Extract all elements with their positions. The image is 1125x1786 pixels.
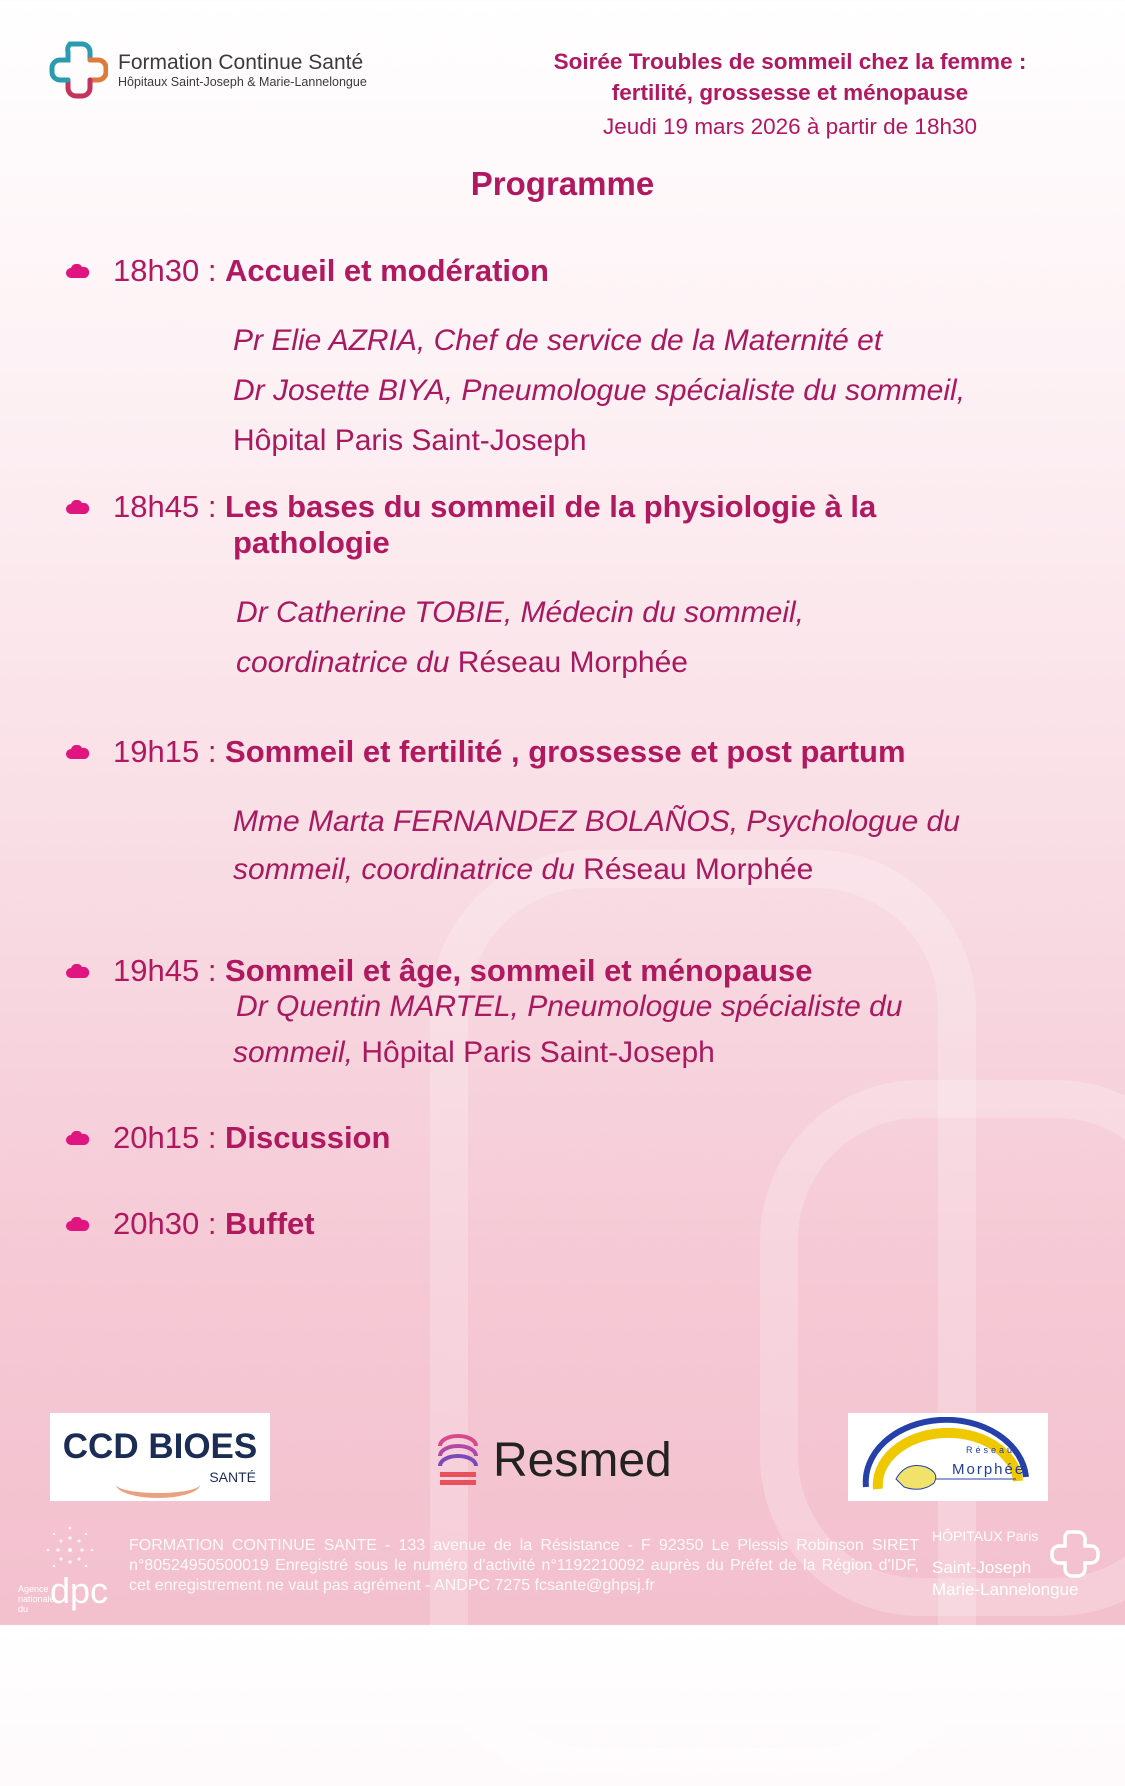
cloud-bullet-icon bbox=[66, 964, 90, 978]
resmed-waves-icon bbox=[437, 1434, 479, 1486]
agenda-time: 19h15 : bbox=[113, 734, 226, 769]
cloud-bullet-icon bbox=[66, 745, 90, 759]
event-title-line2: fertilité, grossesse et ménopause bbox=[611, 80, 969, 105]
resmed-name: Resmed bbox=[493, 1433, 672, 1487]
agenda-topic-continued: pathologie bbox=[233, 525, 390, 560]
morphee-reseau: Réseau bbox=[966, 1445, 1016, 1455]
speaker-text: Mme Marta FERNANDEZ BOLAÑOS, Psychologue du bbox=[233, 805, 960, 838]
hospital-logo bbox=[930, 1528, 1115, 1618]
cloud-bullet-icon bbox=[66, 264, 90, 278]
morphee-name: Morphée bbox=[952, 1461, 1026, 1478]
formation-logo bbox=[48, 40, 367, 100]
org-subtitle: Hôpitaux Saint-Joseph & Marie-Lannelongue bbox=[118, 74, 367, 89]
agenda-topic: Sommeil et fertilité , grossesse et post partum bbox=[225, 734, 906, 769]
resmed-logo bbox=[437, 1430, 692, 1490]
agenda-topic: Buffet bbox=[225, 1206, 315, 1241]
speaker-affiliation: Hôpital Paris Saint-Joseph bbox=[361, 1036, 715, 1069]
speaker-affiliation: Réseau Morphée bbox=[457, 646, 688, 679]
agenda-time: 20h15 : bbox=[113, 1120, 226, 1155]
footer-legal-text: FORMATION CONTINUE SANTE - 133 avenue de la Résistance - F 92350 Le Plessis Robinson SIRET n°80524950500019 Enregistré sous le numéro d'activité n°1192210092 auprès du Préfet de la Région d'IDF, cet enregistrement ne vaut pas agrément - ANDPC 7275 fcsante@ghpsj.fr bbox=[129, 1537, 919, 1594]
ccd-bioes-logo bbox=[50, 1413, 270, 1501]
agenda-time: 19h45 : bbox=[113, 953, 226, 988]
hospital-label: HÔPITAUX Paris bbox=[932, 1528, 1039, 1544]
event-title-line1: Soirée Troubles de sommeil chez la femme : bbox=[553, 49, 1027, 74]
speaker-text: Dr Quentin MARTEL, Pneumologue spécialiste du bbox=[236, 990, 903, 1023]
smile-arc-icon bbox=[116, 1471, 200, 1498]
hospital-name-1: Saint-Joseph bbox=[932, 1558, 1032, 1577]
event-header bbox=[510, 46, 1070, 144]
agenda-time: 18h30 : bbox=[113, 253, 226, 288]
ccd-name: CCD BIOES bbox=[62, 1427, 258, 1466]
speaker-text: coordinatrice du bbox=[236, 646, 458, 679]
cloud-bullet-icon bbox=[66, 1217, 90, 1231]
speaker-text: sommeil, coordinatrice du bbox=[233, 853, 584, 886]
agenda-time: 20h30 : bbox=[113, 1206, 226, 1241]
cloud-bullet-icon bbox=[66, 1131, 90, 1145]
dpc-agency-label: Agence nationale du bbox=[18, 1584, 55, 1614]
agenda-topic: Discussion bbox=[225, 1120, 391, 1155]
reseau-morphee-logo bbox=[848, 1413, 1048, 1501]
dpc-name: dpc bbox=[50, 1570, 109, 1611]
programme-title: Programme bbox=[470, 165, 655, 202]
agenda-topic: Les bases du sommeil de la physiologie à la bbox=[225, 489, 877, 524]
speaker-text: Pr Elie AZRIA, Chef de service de la Maternité et bbox=[233, 324, 883, 357]
cloud-bullet-icon bbox=[66, 500, 90, 514]
speaker-affiliation: Hôpital Paris Saint-Joseph bbox=[233, 424, 587, 457]
agenda-time: 18h45 : bbox=[113, 489, 226, 524]
org-name: Formation Continue Santé bbox=[118, 50, 364, 74]
agenda-topic: Accueil et modération bbox=[225, 253, 549, 288]
event-date: Jeudi 19 mars 2026 à partir de 18h30 bbox=[603, 114, 977, 139]
cross-logo-icon bbox=[1050, 1528, 1102, 1580]
sun-arc-icon bbox=[856, 1417, 1036, 1497]
speaker-text: sommeil, bbox=[233, 1036, 362, 1069]
hospital-name-2: Marie-Lannelongue bbox=[932, 1580, 1079, 1599]
speaker-affiliation: Réseau Morphée bbox=[583, 853, 814, 886]
cross-logo-icon bbox=[48, 40, 108, 100]
dpc-logo bbox=[18, 1520, 118, 1620]
speaker-text: Dr Catherine TOBIE, Médecin du sommeil, bbox=[236, 596, 804, 629]
speaker-text: Dr Josette BIYA, Pneumologue spécialiste du sommeil, bbox=[233, 374, 966, 407]
agenda-topic: Sommeil et âge, sommeil et ménopause bbox=[225, 953, 813, 988]
ccd-sub: SANTÉ bbox=[209, 1469, 256, 1485]
